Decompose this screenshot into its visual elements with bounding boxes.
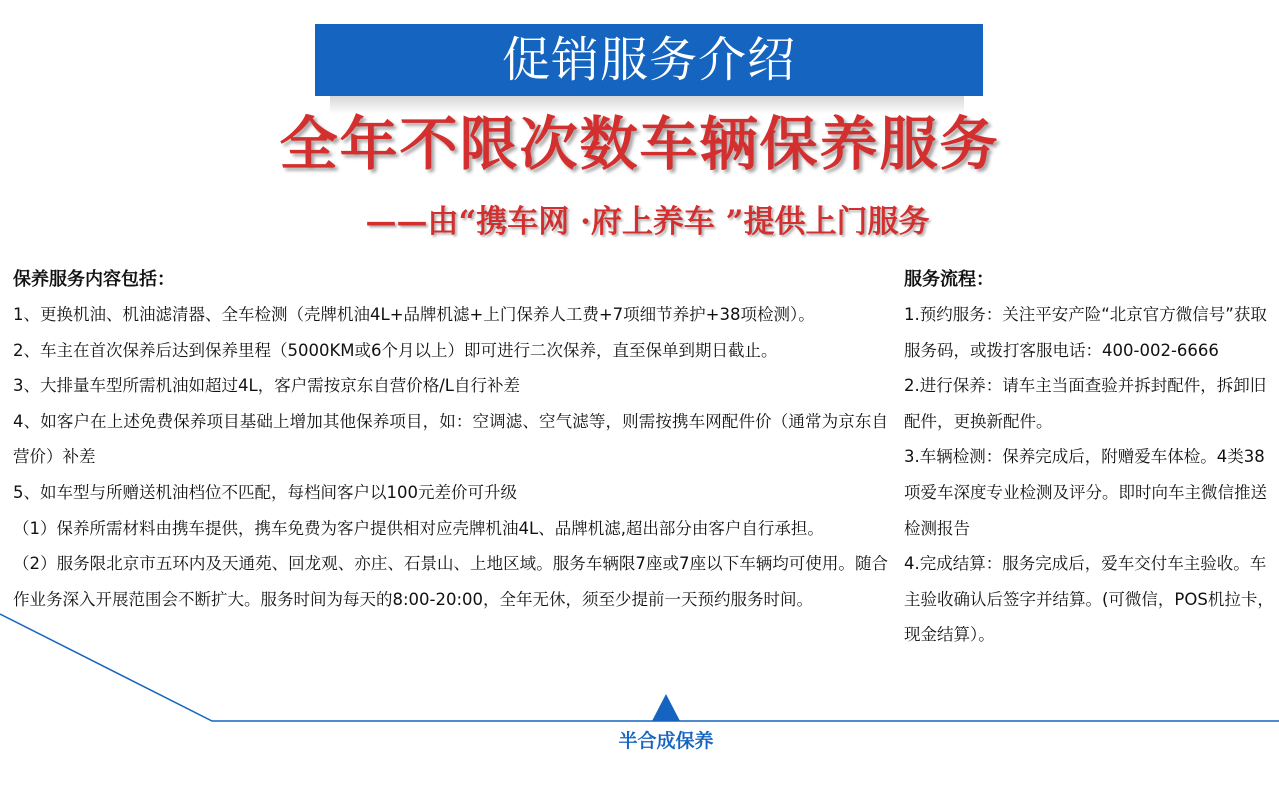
subheadline: ——由“携车网 ·府上养车 ”提供上门服务 [365, 204, 930, 240]
service-content-item: 5、如车型与所赠送机油档位不匹配，每档间客户以100元差价可升级 [13, 482, 517, 502]
service-content-item: （1）保养所需材料由携车提供，携车免费为客户提供相对应壳牌机油4L、品牌机滤,超出部分由客户自行承担。 [13, 518, 824, 538]
page-title-banner: 促销服务介绍 [315, 24, 983, 96]
service-content-heading: 保养服务内容包括： [13, 269, 175, 290]
service-process-item: 2.进行保养：请车主当面查验并拆封配件，拆卸旧配件，更换新配件。 [904, 376, 1267, 431]
service-process-section [904, 262, 1276, 653]
service-content-item: （2）服务限北京市五环内及天通苑、回龙观、亦庄、石景山、上地区域。服务车辆限7座或7座以下车辆均可使用。随合作业务深入开展范围会不断扩大。服务时间为每天的8:00-20:00，全年无休，须至少提前一天预约服务时间。 [13, 554, 888, 609]
service-content-section [13, 262, 888, 617]
service-content-item: 2、车主在首次保养后达到保养里程（5000KM或6个月以上）即可进行二次保养，直至保单到期日截止。 [13, 340, 778, 360]
footer-label: 半合成保养 [618, 730, 714, 752]
service-content-item: 4、如客户在上述免费保养项目基础上增加其他保养项目，如：空调滤、空气滤等，则需按携车网配件价（通常为京东自营价）补差 [13, 411, 888, 467]
service-process-item: 4.完成结算：服务完成后，爱车交付车主验收。车主验收确认后签字并结算。(可微信，POS机拉卡，现金结算）。 [904, 554, 1274, 645]
service-process-item: 1.预约服务：关注平安产险“北京官方微信号”获取服务码，或拨打客服电话：400-002-6666 [904, 305, 1267, 360]
service-process-item: 3.车辆检测：保养完成后，附赠爱车体检。4类38项爱车深度专业检测及评分。即时向车主微信推送检测报告 [904, 447, 1267, 538]
headline: 全年不限次数车辆保养服务 [279, 110, 1000, 178]
footer-accent-line [0, 614, 1279, 721]
service-content-item: 1、更换机油、机油滤清器、全车检测（壳牌机油4L+品牌机滤+上门保养人工费+7项细节养护+38项检测）。 [13, 305, 815, 324]
footer-divider [0, 600, 1279, 793]
service-process-heading: 服务流程： [904, 269, 994, 290]
footer-marker-triangle-icon [652, 694, 680, 721]
service-content-item: 3、大排量车型所需机油如超过4L，客户需按京东自营价格/L自行补差 [13, 376, 520, 396]
